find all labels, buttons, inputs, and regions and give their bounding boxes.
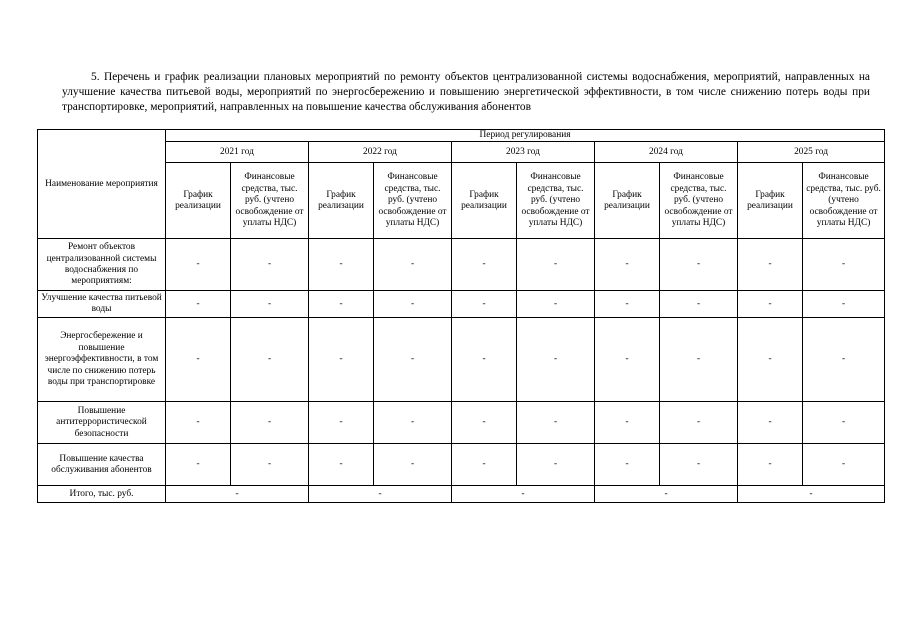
table-cell: - xyxy=(166,318,231,402)
document-heading: 5. Перечень и график реализации плановых мероприятий по ремонту объектов централизованной системы водоснабжения, мероприятий, направленных на улучшение качества питьевой воды, мероприятий по энергосбережению и повышению энергетической эффективности, в том числе снижению потерь воды при транспортировке, мероприятий, направленных на повышение качества обслуживания абонентов xyxy=(62,71,870,113)
row-name: Повышение качества обслуживания абонентов xyxy=(38,444,166,486)
table-row xyxy=(38,402,885,444)
table-cell: - xyxy=(803,291,885,318)
table-cell: - xyxy=(231,239,309,291)
table-cell: - xyxy=(738,239,803,291)
table-cell: - xyxy=(452,318,517,402)
table-cell: - xyxy=(517,291,595,318)
table-cell: - xyxy=(309,444,374,486)
row-name: Энергосбережение и повышение энергоэффективности, в том числе по снижению потерь воды при транспортировке xyxy=(38,318,166,402)
table-cell: - xyxy=(231,444,309,486)
table-cell: - xyxy=(595,318,660,402)
subheader-schedule: График реализации xyxy=(309,163,374,239)
table-cell: - xyxy=(738,402,803,444)
table-cell: - xyxy=(166,239,231,291)
table-cell: - xyxy=(660,444,738,486)
table-cell: - xyxy=(660,291,738,318)
table-cell: - xyxy=(517,239,595,291)
table-cell: - xyxy=(166,402,231,444)
header-row-subcolumns xyxy=(38,163,885,239)
table-cell: - xyxy=(309,318,374,402)
total-cell: - xyxy=(452,486,595,503)
table-row xyxy=(38,318,885,402)
table-cell: - xyxy=(517,444,595,486)
subheader-schedule: График реализации xyxy=(166,163,231,239)
total-cell: - xyxy=(166,486,309,503)
table-cell: - xyxy=(374,239,452,291)
table-cell: - xyxy=(374,291,452,318)
subheader-finance: Финансовые средства, тыс. руб. (учтено освобождение от уплаты НДС) xyxy=(374,163,452,239)
table-cell: - xyxy=(452,239,517,291)
table-cell: - xyxy=(517,402,595,444)
table-cell: - xyxy=(660,402,738,444)
row-name: Повышение антитеррористической безопасности xyxy=(38,402,166,444)
header-row-years xyxy=(38,142,885,163)
row-name: Улучшение качества питьевой воды xyxy=(38,291,166,318)
total-cell: - xyxy=(309,486,452,503)
table-cell: - xyxy=(595,291,660,318)
table-cell: - xyxy=(231,402,309,444)
table-cell: - xyxy=(166,444,231,486)
table-cell: - xyxy=(517,318,595,402)
header-row-period xyxy=(38,130,885,142)
table-cell: - xyxy=(595,402,660,444)
table-cell: - xyxy=(374,444,452,486)
total-label: Итого, тыс. руб. xyxy=(38,486,166,503)
table-row xyxy=(38,444,885,486)
table-cell: - xyxy=(660,318,738,402)
table-cell: - xyxy=(309,291,374,318)
table-cell: - xyxy=(452,444,517,486)
subheader-finance: Финансовые средства, тыс. руб. (учтено освобождение от уплаты НДС) xyxy=(660,163,738,239)
subheader-finance: Финансовые средства, тыс. руб. (учтено освобождение от уплаты НДС) xyxy=(231,163,309,239)
column-header-period: Период регулирования xyxy=(166,130,885,142)
subheader-schedule: График реализации xyxy=(738,163,803,239)
year-header: 2024 год xyxy=(595,142,738,163)
activities-table xyxy=(37,129,885,503)
year-header: 2022 год xyxy=(309,142,452,163)
table-cell: - xyxy=(738,291,803,318)
table-row xyxy=(38,239,885,291)
table-cell: - xyxy=(231,291,309,318)
table-cell: - xyxy=(452,291,517,318)
table-cell: - xyxy=(595,239,660,291)
subheader-finance: Финансовые средства, тыс. руб. (учтено освобождение от уплаты НДС) xyxy=(803,163,885,239)
year-header: 2025 год xyxy=(738,142,885,163)
year-header: 2023 год xyxy=(452,142,595,163)
subheader-finance: Финансовые средства, тыс. руб. (учтено освобождение от уплаты НДС) xyxy=(517,163,595,239)
year-header: 2021 год xyxy=(166,142,309,163)
table-cell: - xyxy=(231,318,309,402)
table-cell: - xyxy=(738,444,803,486)
column-header-name: Наименование мероприятия xyxy=(38,130,166,239)
table-cell: - xyxy=(374,402,452,444)
table-cell: - xyxy=(803,239,885,291)
table-cell: - xyxy=(595,444,660,486)
row-name: Ремонт объектов централизованной системы водоснабжения по мероприятиям: xyxy=(38,239,166,291)
table-cell: - xyxy=(803,444,885,486)
table-row xyxy=(38,291,885,318)
subheader-schedule: График реализации xyxy=(595,163,660,239)
table-cell: - xyxy=(803,402,885,444)
subheader-schedule: График реализации xyxy=(452,163,517,239)
total-cell: - xyxy=(595,486,738,503)
table-cell: - xyxy=(166,291,231,318)
table-cell: - xyxy=(660,239,738,291)
table-cell: - xyxy=(803,318,885,402)
table-cell: - xyxy=(374,318,452,402)
table-cell: - xyxy=(452,402,517,444)
table-cell: - xyxy=(309,402,374,444)
table-cell: - xyxy=(738,318,803,402)
table-cell: - xyxy=(309,239,374,291)
total-row xyxy=(38,486,885,503)
total-cell: - xyxy=(738,486,885,503)
